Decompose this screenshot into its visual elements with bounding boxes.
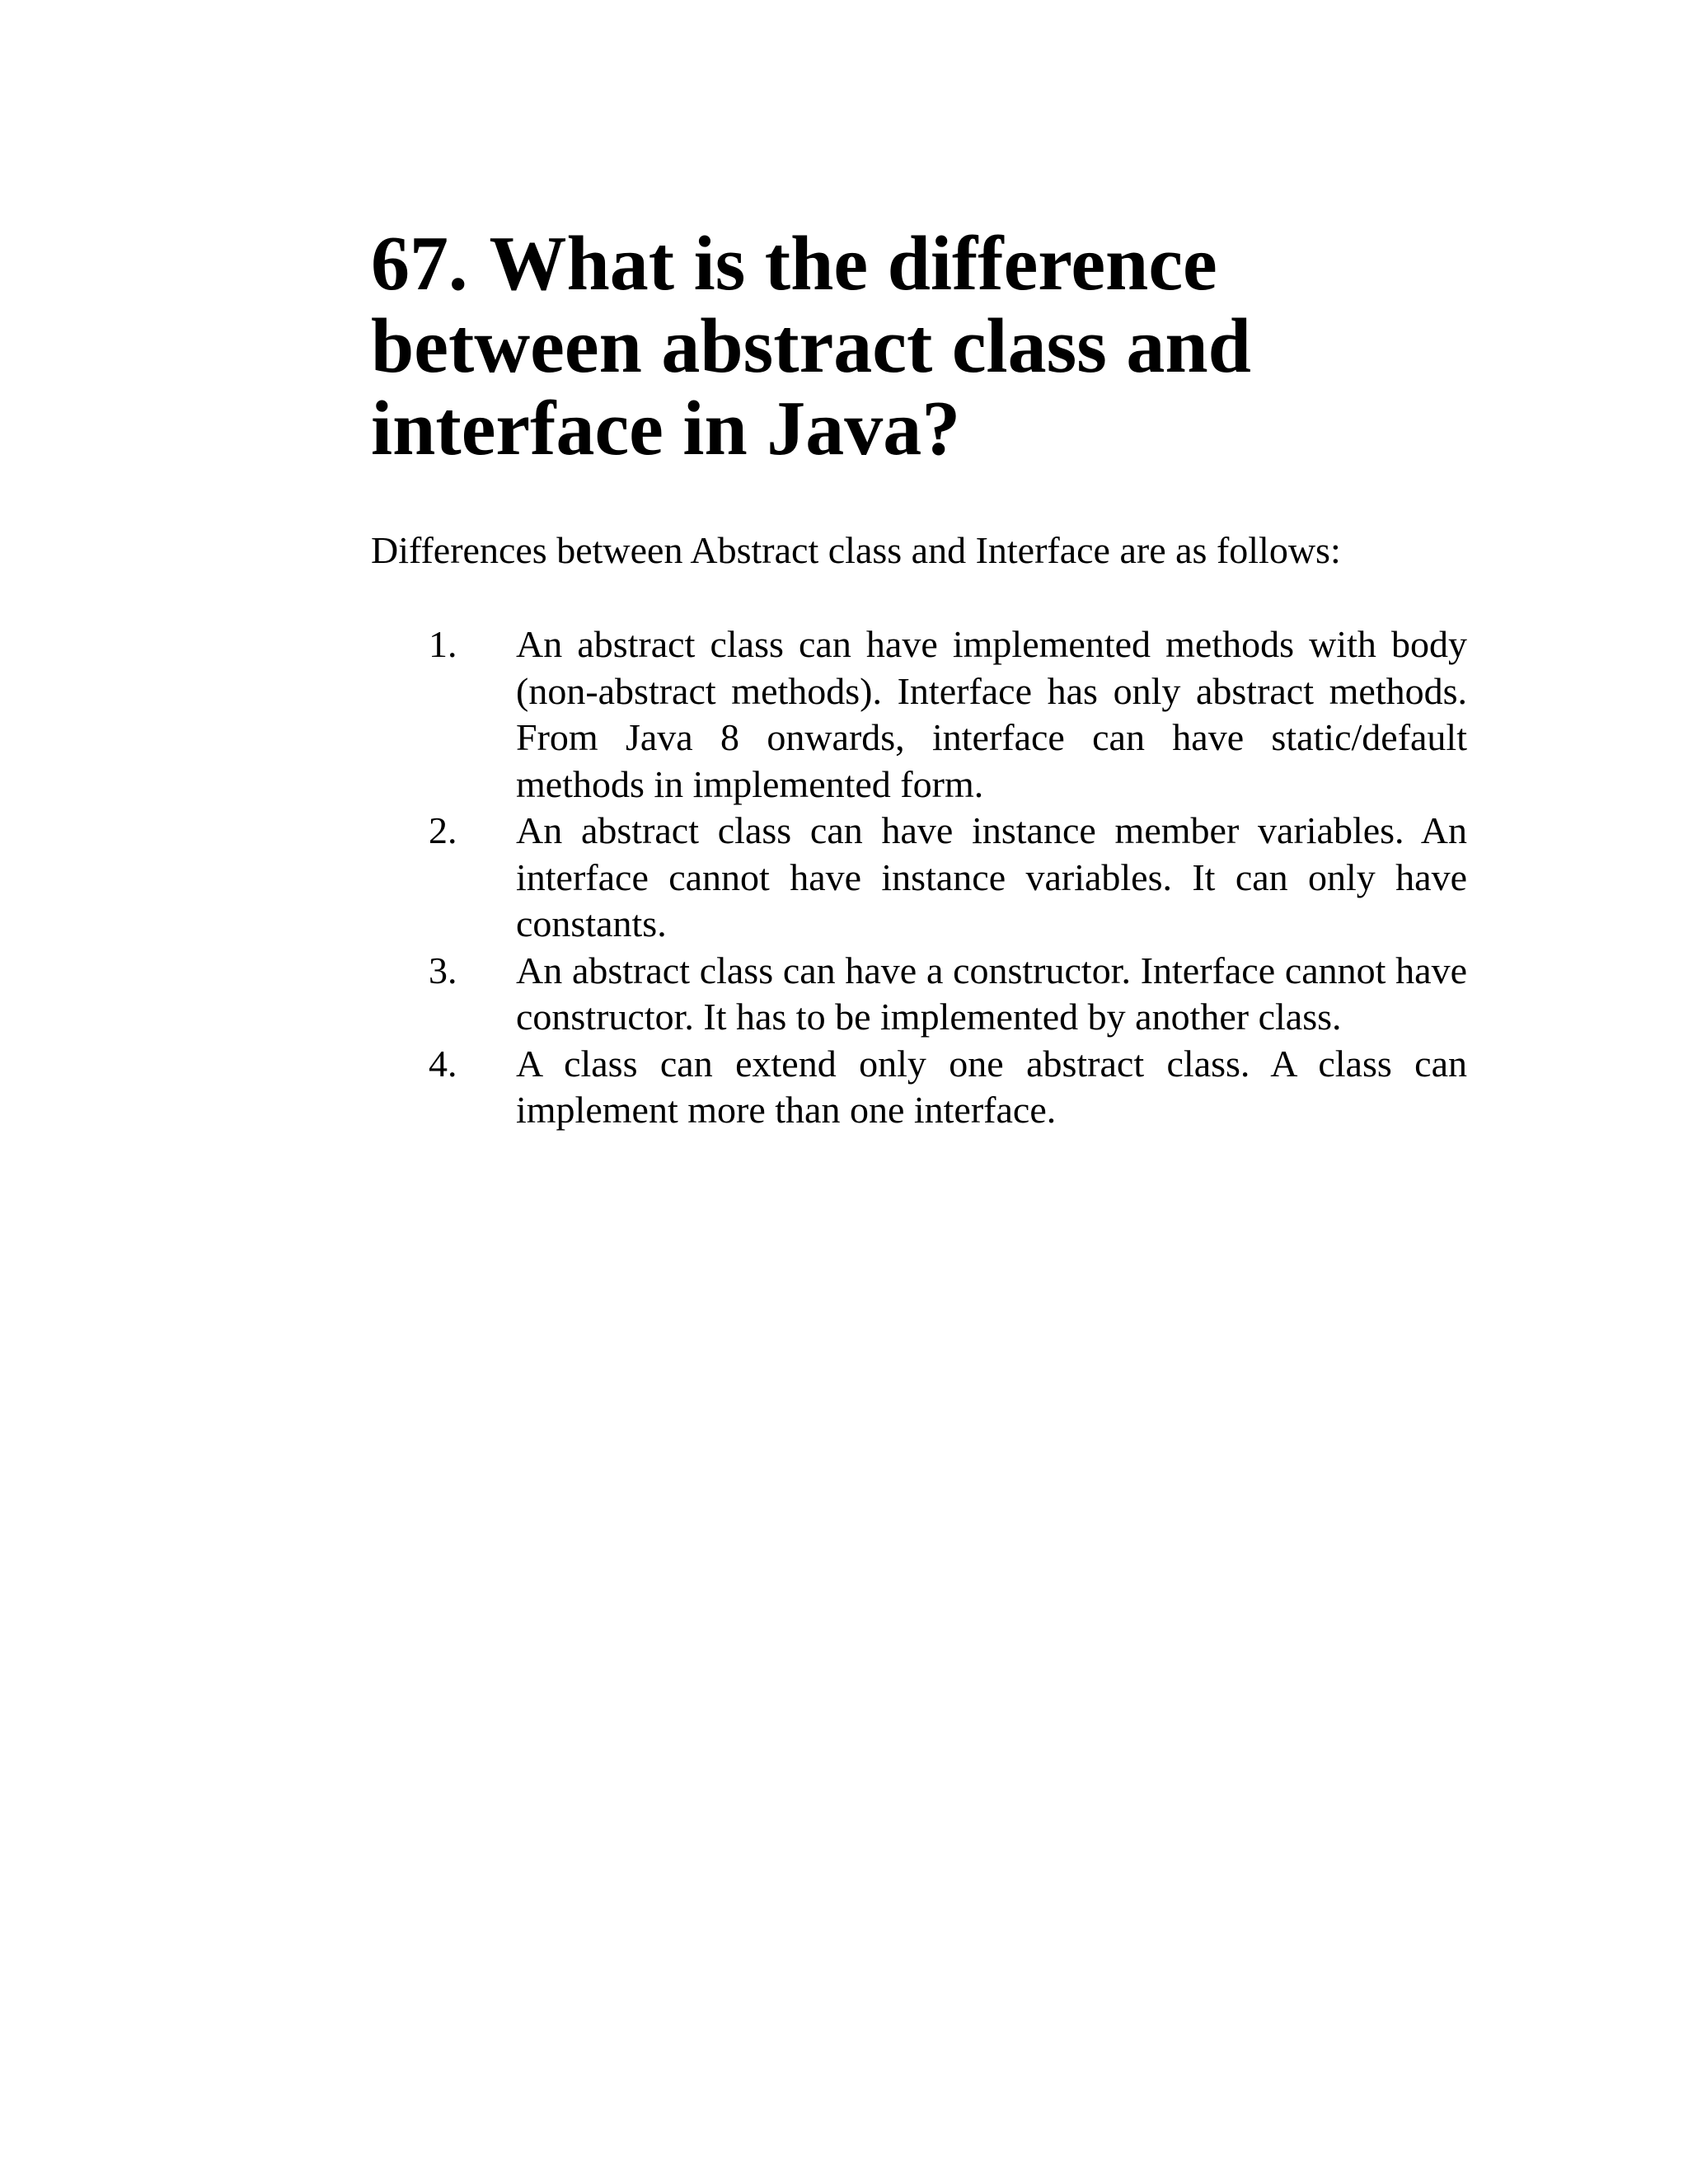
- list-item-text: An abstract class can have instance member variables. An interface cannot have instance variables. It can only have constants.: [516, 809, 1467, 944]
- intro-paragraph: Differences between Abstract class and Interface are as follows:: [371, 529, 1341, 571]
- list-item: [371, 1041, 1467, 1134]
- list-item-text: A class can extend only one abstract class. A class can implement more than one interface.: [516, 1042, 1467, 1131]
- list-item-marker: 1.: [429, 623, 457, 665]
- list-item-marker: 2.: [429, 809, 457, 851]
- list-item: [371, 808, 1467, 948]
- list-item-text: An abstract class can have a constructor. Interface cannot have constructor. It has to be implemented by another class.: [516, 949, 1467, 1038]
- document-page: [371, 223, 1467, 1134]
- question-number: 67.: [371, 221, 468, 307]
- differences-list: [371, 621, 1467, 1134]
- list-item: [371, 621, 1467, 808]
- question-text: What is the difference between abstract class and interface in Java?: [371, 221, 1251, 471]
- list-item-marker: 3.: [429, 949, 457, 991]
- list-item: [371, 948, 1467, 1041]
- list-item-marker: 4.: [429, 1042, 457, 1085]
- list-item-text: An abstract class can have implemented methods with body (non-abstract methods). Interface has only abstract methods. From Java 8 onwards, interface can have static/default methods in implemented form.: [516, 623, 1467, 805]
- question-heading: [371, 223, 1467, 470]
